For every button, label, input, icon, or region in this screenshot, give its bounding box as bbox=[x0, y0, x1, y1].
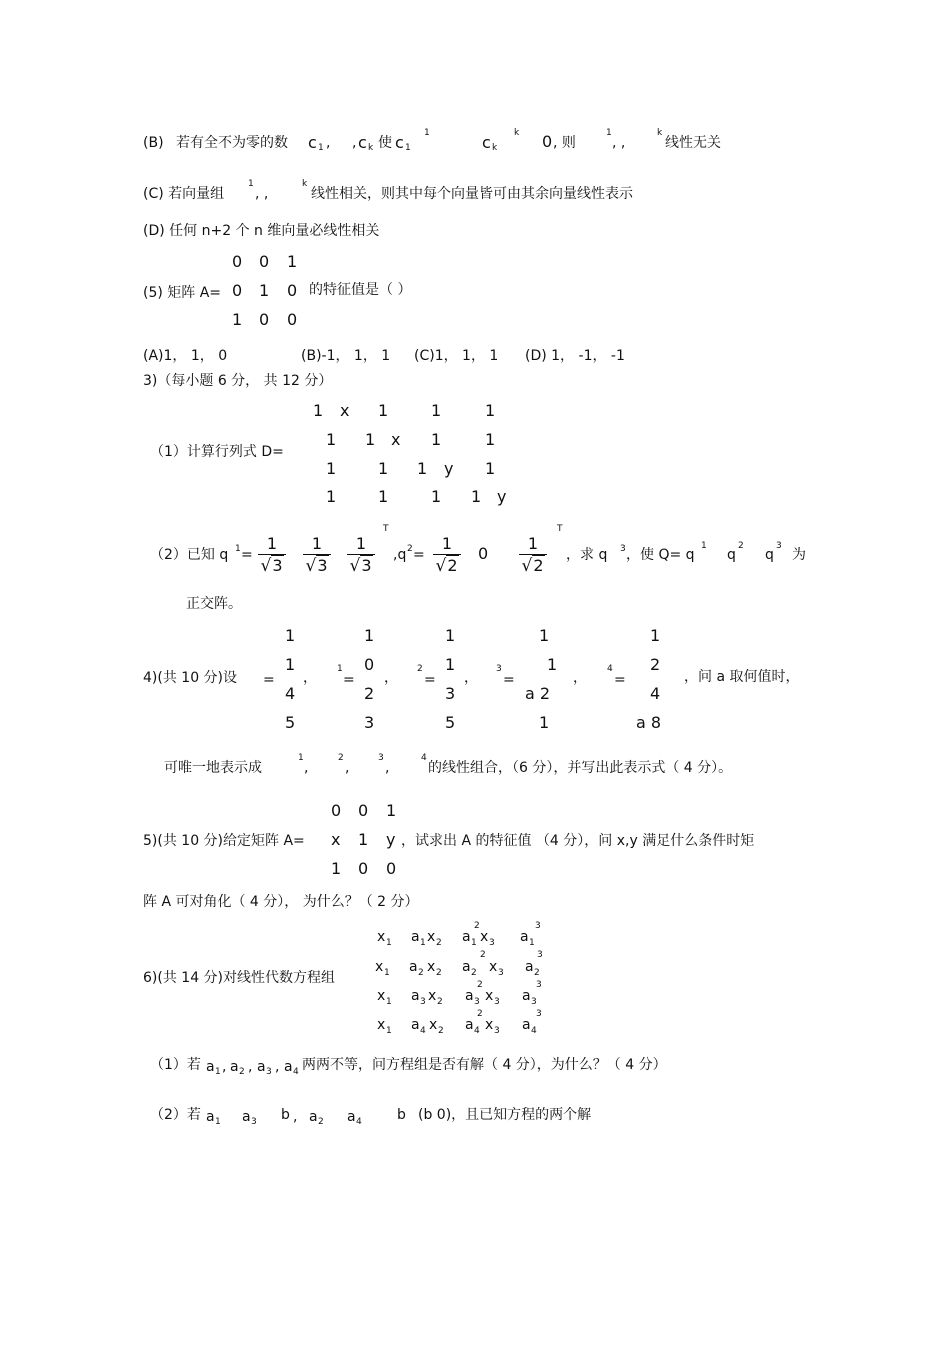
word-shi: 使 bbox=[378, 135, 392, 151]
vector-entry: 3 bbox=[364, 713, 375, 732]
comma: ， bbox=[384, 670, 398, 686]
eq-term: x bbox=[428, 988, 437, 1004]
subscript: 2 bbox=[438, 1026, 444, 1036]
subscript: 2 bbox=[318, 1117, 324, 1127]
text: ，求 q bbox=[566, 547, 608, 563]
equals: = bbox=[263, 672, 275, 688]
var-c: c bbox=[358, 133, 367, 152]
subscript: 2 bbox=[534, 968, 540, 978]
eq-term: a bbox=[465, 1017, 474, 1033]
var-a: a bbox=[242, 1109, 251, 1125]
equals: = bbox=[424, 672, 436, 688]
superscript: 3 bbox=[536, 1009, 542, 1019]
section-label: 6)(共 14 分)对线性代数方程组 bbox=[143, 970, 336, 986]
matrix-cell: 0 bbox=[386, 859, 397, 878]
eq-term: a bbox=[522, 1017, 531, 1033]
vector-entry: 4 bbox=[650, 684, 661, 703]
zero: 0 bbox=[542, 132, 553, 151]
det-cell: x bbox=[391, 430, 401, 449]
choice-a: (A)1， 1， 0 bbox=[143, 348, 228, 364]
section-label: 5)(共 10 分)给定矩阵 A= bbox=[143, 833, 305, 849]
eq-term: x bbox=[489, 959, 498, 975]
fraction: 1 √3 bbox=[347, 535, 375, 577]
var-a: a bbox=[284, 1059, 293, 1075]
transpose-mark: T bbox=[557, 524, 563, 534]
subscript: 1 bbox=[386, 1026, 392, 1036]
superscript: 3 bbox=[496, 664, 502, 674]
eq-term: a bbox=[520, 929, 529, 945]
matrix-cell: 1 bbox=[232, 310, 243, 329]
matrix-cell: 1 bbox=[331, 859, 342, 878]
var-a: a bbox=[347, 1109, 356, 1125]
det-cell: 1 bbox=[485, 459, 496, 478]
var-a: a bbox=[309, 1109, 318, 1125]
vector-entry: a 8 bbox=[636, 713, 662, 732]
subscript: 3 bbox=[474, 997, 480, 1007]
var-c: c bbox=[395, 133, 404, 152]
superscript: 1 bbox=[235, 544, 241, 554]
text: 为 bbox=[792, 547, 806, 563]
superscript: 3 bbox=[536, 980, 542, 990]
option-tail: 线性无关 bbox=[665, 135, 721, 151]
matrix-cell: 0 bbox=[232, 281, 243, 300]
superscript: 2 bbox=[338, 753, 344, 763]
superscript: 2 bbox=[417, 664, 423, 674]
equals: = bbox=[343, 672, 355, 688]
text: 可唯一地表示成 bbox=[164, 760, 262, 776]
superscript: 2 bbox=[477, 980, 483, 990]
eq-term: a bbox=[462, 959, 471, 975]
fraction: 1 √2 bbox=[519, 535, 547, 577]
subscript: 1 bbox=[529, 938, 535, 948]
subscript: 3 bbox=[489, 938, 495, 948]
vector-entry: a 2 bbox=[525, 684, 551, 703]
subscript: 1 bbox=[386, 997, 392, 1007]
det-cell: 1 bbox=[365, 430, 376, 449]
eq-term: x bbox=[427, 959, 436, 975]
det-cell: 1 bbox=[378, 459, 389, 478]
section-title: 3)（每小题 6 分， 共 12 分） bbox=[143, 373, 333, 389]
eq-term: x bbox=[427, 929, 436, 945]
subscript: k bbox=[368, 143, 374, 153]
eq-term: a bbox=[411, 1017, 420, 1033]
subscript: 3 bbox=[498, 968, 504, 978]
transpose-mark: T bbox=[383, 524, 389, 534]
superscript: 3 bbox=[776, 541, 782, 551]
subscript: 4 bbox=[474, 1026, 480, 1036]
equals: = bbox=[503, 672, 515, 688]
question-label: （1）计算行列式 D= bbox=[150, 444, 284, 460]
comma: , bbox=[326, 135, 331, 151]
subscript: 2 bbox=[436, 938, 442, 948]
commas: , , bbox=[612, 135, 626, 151]
option-text: (C) 若向量组 bbox=[143, 186, 225, 202]
det-cell: 1 bbox=[326, 487, 337, 506]
var-c: c bbox=[482, 133, 491, 152]
var-b: b bbox=[397, 1107, 406, 1123]
vector-entry: 1 bbox=[285, 655, 296, 674]
eq-term: a bbox=[411, 988, 420, 1004]
subscript: 3 bbox=[251, 1117, 257, 1127]
superscript: 2 bbox=[480, 950, 486, 960]
subscript: k bbox=[492, 143, 498, 153]
superscript: 4 bbox=[421, 753, 427, 763]
subscript: 2 bbox=[437, 997, 443, 1007]
matrix-cell: 1 bbox=[287, 252, 298, 271]
superscript: k bbox=[657, 128, 663, 138]
subscript: 4 bbox=[531, 1026, 537, 1036]
vector-entry: 1 bbox=[650, 626, 661, 645]
question-label: （2）已知 q bbox=[150, 547, 229, 563]
subscript: 2 bbox=[436, 968, 442, 978]
superscript: 4 bbox=[607, 664, 613, 674]
vector-entry: 1 bbox=[539, 626, 550, 645]
comma: , bbox=[222, 1059, 227, 1075]
subscript: 1 bbox=[318, 143, 324, 153]
det-cell: 1 bbox=[485, 401, 496, 420]
det-cell: 1 bbox=[431, 487, 442, 506]
fraction: 1 √3 bbox=[258, 535, 286, 577]
var-a: a bbox=[206, 1109, 215, 1125]
comma: , bbox=[293, 1109, 298, 1125]
det-cell: 1 bbox=[313, 401, 324, 420]
fraction: 1 √2 bbox=[433, 535, 461, 577]
superscript: 1 bbox=[248, 179, 254, 189]
superscript: 1 bbox=[298, 753, 304, 763]
option-text: 若有全不为零的数 bbox=[176, 135, 288, 151]
det-cell: 1 bbox=[471, 487, 482, 506]
comma: , bbox=[304, 760, 309, 776]
comma: , bbox=[385, 760, 390, 776]
text: 正交阵。 bbox=[186, 596, 242, 612]
eq-term: a bbox=[522, 988, 531, 1004]
comma: , bbox=[345, 760, 350, 776]
det-cell: 1 bbox=[417, 459, 428, 478]
matrix-cell: 1 bbox=[259, 281, 270, 300]
equals: = bbox=[241, 547, 253, 563]
choice-d: (D) 1， -1， -1 bbox=[525, 348, 625, 364]
eq-term: a bbox=[525, 959, 534, 975]
choice-b: (B)-1， 1， 1 bbox=[301, 348, 391, 364]
superscript: 3 bbox=[537, 950, 543, 960]
subscript: 4 bbox=[293, 1067, 299, 1077]
subscript: 4 bbox=[420, 1026, 426, 1036]
eq-term: x bbox=[375, 959, 384, 975]
eq-term: a bbox=[409, 959, 418, 975]
then-word: , 则 bbox=[553, 135, 576, 151]
superscript: 1 bbox=[701, 541, 707, 551]
det-cell: y bbox=[497, 487, 507, 506]
section-label: 4)(共 10 分)设 bbox=[143, 670, 238, 686]
matrix-cell: 0 bbox=[259, 252, 270, 271]
option-label: (B) bbox=[143, 135, 164, 151]
question-text: 阵 A 可对角化（ 4 分）， 为什么？（ 2 分） bbox=[143, 894, 419, 910]
eq-term: a bbox=[411, 929, 420, 945]
question-text: (b 0)，且已知方程的两个解 bbox=[418, 1107, 592, 1123]
option-d-line: (D) 任何 n+2 个 n 维向量必线性相关 bbox=[143, 223, 380, 239]
subscript: 2 bbox=[471, 968, 477, 978]
det-cell: x bbox=[340, 401, 350, 420]
det-cell: y bbox=[444, 459, 454, 478]
comma: , bbox=[275, 1059, 280, 1075]
matrix-cell: 0 bbox=[232, 252, 243, 271]
superscript: 2 bbox=[407, 544, 413, 554]
matrix-cell: 0 bbox=[358, 801, 369, 820]
subscript: 3 bbox=[494, 997, 500, 1007]
vector-entry: 1 bbox=[445, 626, 456, 645]
eq-term: x bbox=[377, 988, 386, 1004]
superscript: 1 bbox=[424, 128, 430, 138]
superscript: 2 bbox=[738, 541, 744, 551]
matrix-cell: 0 bbox=[331, 801, 342, 820]
vector-entry: 1 bbox=[547, 655, 558, 674]
var-a: a bbox=[257, 1059, 266, 1075]
det-cell: 1 bbox=[431, 430, 442, 449]
var-a: a bbox=[230, 1059, 239, 1075]
matrix-cell: 0 bbox=[358, 859, 369, 878]
det-cell: 1 bbox=[378, 487, 389, 506]
question-label: （2）若 bbox=[150, 1107, 201, 1123]
superscript: 3 bbox=[535, 921, 541, 931]
comma: ， bbox=[303, 670, 317, 686]
vector-entry: 1 bbox=[539, 713, 550, 732]
eq-term: a bbox=[465, 988, 474, 1004]
var-a: a bbox=[206, 1059, 215, 1075]
text: ，使 Q= q bbox=[626, 547, 695, 563]
comma: ， bbox=[573, 670, 587, 686]
superscript: 2 bbox=[477, 1009, 483, 1019]
subscript: 3 bbox=[494, 1026, 500, 1036]
var-c: c bbox=[308, 133, 317, 152]
q-var: q bbox=[765, 547, 774, 563]
det-cell: 1 bbox=[485, 430, 496, 449]
question-tail: 的特征值是（ ） bbox=[309, 282, 412, 298]
vector-entry: 3 bbox=[445, 684, 456, 703]
vector-entry: 2 bbox=[650, 655, 661, 674]
superscript: 2 bbox=[474, 921, 480, 931]
eq-term: x bbox=[485, 988, 494, 1004]
fraction: 1 √3 bbox=[303, 535, 331, 577]
question-text: ，问 a 取何值时， bbox=[684, 669, 800, 685]
subscript: 1 bbox=[215, 1117, 221, 1127]
choice-c: (C)1， 1， 1 bbox=[414, 348, 499, 364]
superscript: 3 bbox=[620, 544, 626, 554]
vector-entry: 2 bbox=[364, 684, 375, 703]
question-text: 两两不等，问方程组是否有解（ 4 分），为什么？（ 4 分） bbox=[302, 1057, 667, 1073]
eq-term: x bbox=[429, 1017, 438, 1033]
commas: , , bbox=[255, 186, 269, 202]
matrix-cell: 1 bbox=[386, 801, 397, 820]
subscript: 1 bbox=[405, 143, 411, 153]
subscript: 1 bbox=[386, 938, 392, 948]
comma: , bbox=[352, 135, 357, 151]
equals: = bbox=[413, 547, 425, 563]
eq-term: x bbox=[377, 929, 386, 945]
q-var: q bbox=[727, 547, 736, 563]
subscript: 1 bbox=[420, 938, 426, 948]
subscript: 1 bbox=[215, 1067, 221, 1077]
question-text: ，试求出 A 的特征值 （4 分），问 x,y 满足什么条件时矩 bbox=[401, 833, 755, 849]
eq-term: x bbox=[485, 1017, 494, 1033]
superscript: k bbox=[514, 128, 520, 138]
text: 的线性组合，（6 分），并写出此表示式（ 4 分）。 bbox=[428, 760, 733, 776]
vector-entry: 0 bbox=[364, 655, 375, 674]
subscript: 2 bbox=[418, 968, 424, 978]
zero: 0 bbox=[478, 544, 489, 563]
subscript: 3 bbox=[266, 1067, 272, 1077]
vector-entry: 5 bbox=[445, 713, 456, 732]
equals: = bbox=[614, 672, 626, 688]
det-cell: 1 bbox=[326, 459, 337, 478]
matrix-cell: 0 bbox=[287, 281, 298, 300]
subscript: 2 bbox=[239, 1067, 245, 1077]
matrix-cell: x bbox=[331, 830, 341, 849]
vector-entry: 5 bbox=[285, 713, 296, 732]
matrix-cell: 0 bbox=[287, 310, 298, 329]
det-cell: 1 bbox=[378, 401, 389, 420]
subscript: 3 bbox=[420, 997, 426, 1007]
question-label: (5) 矩阵 A= bbox=[143, 285, 222, 301]
q2-label: ,q bbox=[393, 547, 407, 563]
eq-term: x bbox=[377, 1017, 386, 1033]
comma: , bbox=[248, 1059, 253, 1075]
superscript: 3 bbox=[378, 753, 384, 763]
comma: ， bbox=[464, 670, 478, 686]
subscript: 3 bbox=[531, 997, 537, 1007]
subscript: 1 bbox=[384, 968, 390, 978]
question-label: （1）若 bbox=[150, 1057, 201, 1073]
superscript: 1 bbox=[337, 664, 343, 674]
option-tail: 线性相关，则其中每个向量皆可由其余向量线性表示 bbox=[311, 186, 633, 202]
matrix-cell: 0 bbox=[259, 310, 270, 329]
eq-term: a bbox=[462, 929, 471, 945]
vector-entry: 1 bbox=[445, 655, 456, 674]
var-b: b bbox=[281, 1107, 290, 1123]
vector-entry: 1 bbox=[364, 626, 375, 645]
subscript: 1 bbox=[471, 938, 477, 948]
eq-term: x bbox=[480, 929, 489, 945]
superscript: k bbox=[302, 179, 308, 189]
det-cell: 1 bbox=[326, 430, 337, 449]
vector-entry: 4 bbox=[285, 684, 296, 703]
det-cell: 1 bbox=[431, 401, 442, 420]
vector-entry: 1 bbox=[285, 626, 296, 645]
subscript: 4 bbox=[356, 1117, 362, 1127]
matrix-cell: y bbox=[386, 830, 396, 849]
matrix-cell: 1 bbox=[358, 830, 369, 849]
superscript: 1 bbox=[606, 128, 612, 138]
